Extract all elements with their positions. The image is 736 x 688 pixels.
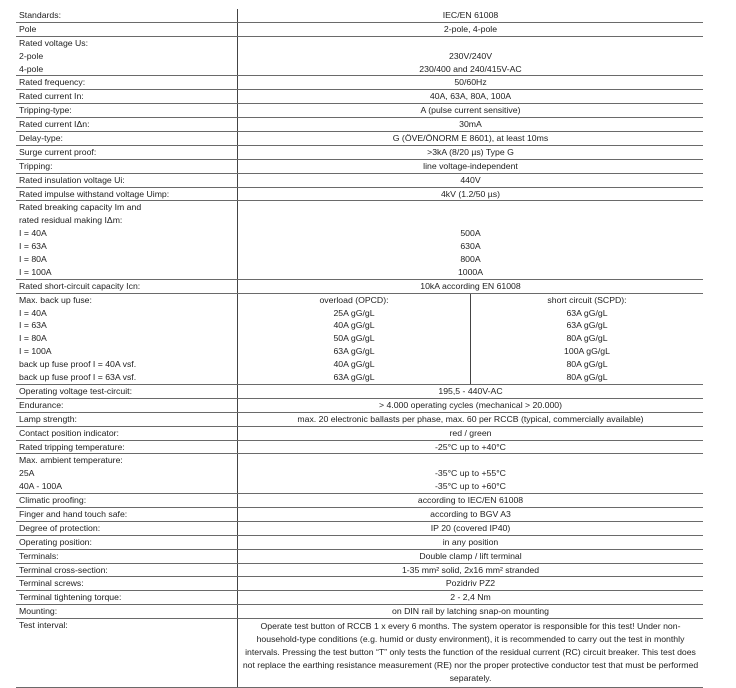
spec-value bbox=[238, 563, 704, 577]
spec-value-line: 440V bbox=[460, 174, 481, 185]
spec-label bbox=[16, 521, 238, 535]
short-circuit-value: 80A gG/gL bbox=[566, 359, 608, 370]
spec-label bbox=[16, 384, 238, 398]
spec-label-line: Endurance: bbox=[19, 399, 64, 410]
spec-value-line: 1-35 mm² solid, 2x16 mm² stranded bbox=[401, 564, 540, 575]
spec-row-contact-position-indicator bbox=[16, 426, 703, 440]
spec-label bbox=[16, 9, 238, 22]
spec-value bbox=[238, 9, 704, 22]
spec-value bbox=[238, 398, 704, 412]
spec-value bbox=[238, 591, 704, 605]
spec-label bbox=[16, 412, 238, 426]
spec-row-tripping bbox=[16, 159, 703, 173]
spec-value bbox=[238, 104, 704, 118]
spec-label bbox=[16, 577, 238, 591]
spec-label bbox=[16, 549, 238, 563]
spec-label bbox=[16, 279, 238, 293]
spec-value-line bbox=[238, 37, 703, 50]
spec-value-line: >3kA (8/20 µs) Type G bbox=[427, 146, 514, 157]
spec-value-line: max. 20 electronic ballasts per phase, max. 60 per RCCB (typical, commercially available) bbox=[297, 413, 644, 424]
spec-label-line: rated residual making IΔm: bbox=[19, 215, 123, 226]
spec-label-line: Lamp strength: bbox=[19, 413, 77, 424]
spec-value bbox=[238, 605, 704, 619]
spec-label-line: 2-pole bbox=[19, 50, 44, 61]
spec-value-line: according to IEC/EN 61008 bbox=[417, 495, 524, 506]
spec-label bbox=[16, 22, 238, 36]
spec-value-line: 50/60Hz bbox=[454, 77, 487, 88]
spec-value-line: on DIN rail by latching snap-on mounting bbox=[392, 606, 549, 617]
spec-label-line: Rated current IΔn: bbox=[19, 119, 90, 130]
spec-label-line: Terminal screws: bbox=[19, 578, 84, 589]
spec-label-line: Mounting: bbox=[19, 606, 58, 617]
spec-label-line: I = 63A bbox=[19, 241, 47, 252]
short-circuit-value: 80A gG/gL bbox=[566, 372, 608, 383]
spec-label-line: Tripping: bbox=[19, 160, 53, 171]
spec-row-mounting bbox=[16, 605, 703, 619]
spec-value-line: -25°C up to +40°C bbox=[435, 441, 506, 452]
spec-value bbox=[238, 159, 704, 173]
spec-label bbox=[16, 619, 238, 688]
spec-value bbox=[238, 494, 704, 508]
spec-label bbox=[16, 398, 238, 412]
spec-label-line: Operating voltage test-circuit: bbox=[19, 385, 132, 396]
spec-row-test-interval bbox=[16, 619, 703, 688]
short-circuit-value: short circuit (SCPD): bbox=[547, 294, 627, 305]
spec-row-pole bbox=[16, 22, 703, 36]
spec-label-line: Degree of protection: bbox=[19, 522, 101, 533]
spec-value-line: -35°C up to +55°C bbox=[435, 468, 506, 479]
backup-values bbox=[238, 293, 704, 384]
spec-label-line: I = 40A bbox=[19, 228, 47, 239]
spec-row-endurance bbox=[16, 398, 703, 412]
spec-value bbox=[238, 549, 704, 563]
spec-label-line: Delay-type: bbox=[19, 133, 63, 144]
spec-value-line bbox=[238, 454, 703, 467]
spec-label-line: Surge current proof: bbox=[19, 146, 97, 157]
spec-value-line: 195,5 - 440V-AC bbox=[438, 385, 503, 396]
spec-label-line: 4-pole bbox=[19, 63, 44, 74]
spec-row-surge-current-proof bbox=[16, 145, 703, 159]
spec-label bbox=[16, 90, 238, 104]
spec-label-line: I = 80A bbox=[19, 254, 47, 265]
spec-value-line bbox=[238, 201, 703, 214]
spec-value-line: in any position bbox=[442, 536, 499, 547]
spec-table bbox=[16, 9, 703, 688]
spec-row-rated-frequency bbox=[16, 76, 703, 90]
spec-row-rated-short-circuit-capacity-icn bbox=[16, 279, 703, 293]
spec-value-line: Pozidriv PZ2 bbox=[445, 578, 496, 589]
spec-value-line: 500A bbox=[460, 228, 481, 239]
spec-value bbox=[238, 118, 704, 132]
spec-label-line: Rated current In: bbox=[19, 91, 84, 102]
spec-value-line: 230/400 and 240/415V-AC bbox=[419, 63, 522, 74]
spec-label-line: Terminal tightening torque: bbox=[19, 592, 122, 603]
backup-label-line: I = 80A bbox=[19, 333, 47, 344]
spec-label bbox=[16, 535, 238, 549]
overload-value: 25A gG/gL bbox=[333, 307, 375, 318]
spec-value-line: -35°C up to +60°C bbox=[435, 481, 506, 492]
spec-label-line: Rated frequency: bbox=[19, 77, 86, 88]
spec-value bbox=[238, 36, 704, 76]
spec-label bbox=[16, 104, 238, 118]
spec-value bbox=[238, 426, 704, 440]
spec-value-line: > 4.000 operating cycles (mechanical > 20.000) bbox=[378, 399, 563, 410]
spec-label-line: Terminals: bbox=[19, 550, 59, 561]
backup-label-line: I = 100A bbox=[19, 346, 52, 357]
spec-row-finger-and-hand-touch-safe bbox=[16, 507, 703, 521]
spec-row-delay-type bbox=[16, 132, 703, 146]
spec-row-standards bbox=[16, 9, 703, 22]
spec-label-line: 25A bbox=[19, 468, 35, 479]
spec-value-line: 2-pole, 4-pole bbox=[443, 23, 498, 34]
short-circuit-column bbox=[470, 294, 703, 384]
spec-value bbox=[238, 279, 704, 293]
spec-label-line: 40A - 100A bbox=[19, 481, 62, 492]
spec-label-line: Max. ambient temperature: bbox=[19, 455, 123, 466]
short-circuit-value: 63A gG/gL bbox=[566, 320, 608, 331]
backup-label-line: back up fuse proof I = 63A vsf. bbox=[19, 372, 137, 383]
spec-label-line: Contact position indicator: bbox=[19, 427, 119, 438]
spec-row-lamp-strength bbox=[16, 412, 703, 426]
spec-label bbox=[16, 118, 238, 132]
spec-row-operating-position bbox=[16, 535, 703, 549]
spec-label-line: I = 100A bbox=[19, 266, 52, 277]
spec-value-line: 630A bbox=[460, 241, 481, 252]
spec-value-line: A (pulse current sensitive) bbox=[420, 105, 521, 116]
spec-label bbox=[16, 507, 238, 521]
spec-value-line: IP 20 (covered IP40) bbox=[430, 522, 511, 533]
spec-row-terminal-cross-section bbox=[16, 563, 703, 577]
spec-value-line: 230V/240V bbox=[449, 50, 492, 61]
spec-value-line: line voltage-independent bbox=[423, 160, 518, 171]
spec-label-line: Finger and hand touch safe: bbox=[19, 508, 128, 519]
spec-value bbox=[238, 577, 704, 591]
overload-value: overload (OPCD): bbox=[319, 294, 389, 305]
spec-row-climatic-proofing bbox=[16, 494, 703, 508]
spec-value-line: 4kV (1.2/50 µs) bbox=[440, 188, 501, 199]
spec-label-line: Climatic proofing: bbox=[19, 495, 87, 506]
spec-value bbox=[238, 535, 704, 549]
spec-value-line: G (ÖVE/ÖNORM E 8601), at least 10ms bbox=[392, 133, 549, 144]
spec-label bbox=[16, 293, 238, 384]
spec-row-terminal-tightening-torque bbox=[16, 591, 703, 605]
overload-column bbox=[238, 294, 470, 384]
spec-row-rated-current-i-n bbox=[16, 118, 703, 132]
spec-label-line: Terminal cross-section: bbox=[19, 564, 108, 575]
spec-value-line: IEC/EN 61008 bbox=[442, 10, 499, 20]
spec-row-max-ambient-temperature bbox=[16, 454, 703, 494]
spec-label bbox=[16, 591, 238, 605]
spec-value bbox=[238, 454, 704, 494]
overload-value: 40A gG/gL bbox=[333, 320, 375, 331]
spec-label-line: Operating position: bbox=[19, 536, 92, 547]
spec-label bbox=[16, 605, 238, 619]
spec-label-line: Pole bbox=[19, 23, 37, 34]
spec-row-terminal-screws bbox=[16, 577, 703, 591]
spec-label-line: Rated tripping temperature: bbox=[19, 441, 125, 452]
spec-value-line: Double clamp / lift terminal bbox=[419, 550, 522, 561]
spec-label bbox=[16, 440, 238, 454]
short-circuit-value: 63A gG/gL bbox=[566, 307, 608, 318]
spec-label bbox=[16, 494, 238, 508]
spec-row-rated-tripping-temperature bbox=[16, 440, 703, 454]
spec-value-line: according to BGV A3 bbox=[430, 508, 511, 519]
spec-row-tripping-type bbox=[16, 104, 703, 118]
backup-label-line: I = 63A bbox=[19, 320, 47, 331]
spec-label-line: Rated breaking capacity Im and bbox=[19, 202, 142, 213]
spec-value-line: red / green bbox=[449, 427, 492, 438]
spec-value bbox=[238, 507, 704, 521]
spec-row-rated-voltage-us bbox=[16, 36, 703, 76]
spec-label bbox=[16, 36, 238, 76]
spec-label bbox=[16, 426, 238, 440]
spec-value-line: 2 - 2,4 Nm bbox=[450, 592, 491, 603]
spec-value-line: 800A bbox=[460, 254, 481, 265]
spec-label bbox=[16, 132, 238, 146]
spec-row-operating-voltage-test-circuit bbox=[16, 384, 703, 398]
spec-row-max-back-up-fuse bbox=[16, 293, 703, 384]
spec-value bbox=[238, 76, 704, 90]
spec-value-line: 30mA bbox=[459, 119, 482, 130]
spec-label-line: Rated short-circuit capacity Icn: bbox=[19, 280, 141, 291]
spec-label-line: Standards: bbox=[19, 10, 62, 20]
spec-value-line: 40A, 63A, 80A, 100A bbox=[429, 91, 512, 102]
overload-value: 50A gG/gL bbox=[333, 333, 375, 344]
spec-value bbox=[238, 132, 704, 146]
spec-row-rated-breaking-capacity-im-and bbox=[16, 201, 703, 279]
short-circuit-value: 100A gG/gL bbox=[564, 346, 610, 357]
spec-label bbox=[16, 173, 238, 187]
spec-value bbox=[238, 145, 704, 159]
short-circuit-value: 80A gG/gL bbox=[566, 333, 608, 344]
spec-value bbox=[238, 201, 704, 279]
spec-value-line: 10kA according EN 61008 bbox=[420, 280, 521, 291]
spec-label bbox=[16, 145, 238, 159]
spec-row-terminals bbox=[16, 549, 703, 563]
overload-value: 40A gG/gL bbox=[333, 359, 375, 370]
spec-value bbox=[238, 187, 704, 201]
test-interval-text: Operate test button of RCCB 1 x every 6 months. The system operator is responsible for this test! Under non-household-type conditions (e.g. humid or dusty environment), it is recommended to carry out the test in monthly intervals. Pressing the test button “T” only tests the function of the residual current (RC) circuit breaker. This test does not replace the earthing resistance measurement (RE) nor the proper protective conductor test that must be performed separately. bbox=[238, 619, 704, 688]
spec-value bbox=[238, 440, 704, 454]
backup-label-line: back up fuse proof I = 40A vsf. bbox=[19, 359, 137, 370]
overload-value: 63A gG/gL bbox=[333, 372, 375, 383]
spec-label bbox=[16, 76, 238, 90]
spec-label-line: Rated voltage Us: bbox=[19, 37, 89, 48]
spec-label bbox=[16, 187, 238, 201]
spec-label-line: Rated insulation voltage Ui: bbox=[19, 174, 125, 185]
spec-value bbox=[238, 384, 704, 398]
spec-value-line bbox=[238, 214, 703, 227]
spec-value-line: 1000A bbox=[457, 266, 484, 277]
spec-value bbox=[238, 412, 704, 426]
spec-label bbox=[16, 563, 238, 577]
spec-value bbox=[238, 173, 704, 187]
spec-value bbox=[238, 90, 704, 104]
overload-value: 63A gG/gL bbox=[333, 346, 375, 357]
test-interval-label: Test interval: bbox=[19, 620, 68, 631]
spec-value bbox=[238, 521, 704, 535]
spec-row-degree-of-protection bbox=[16, 521, 703, 535]
backup-label-line: Max. back up fuse: bbox=[19, 294, 92, 305]
spec-label bbox=[16, 454, 238, 494]
spec-label-line: Tripping-type: bbox=[19, 105, 72, 116]
spec-label-line: Rated impulse withstand voltage Uimp: bbox=[19, 188, 170, 199]
backup-label-line: I = 40A bbox=[19, 307, 47, 318]
spec-label bbox=[16, 201, 238, 279]
spec-value bbox=[238, 22, 704, 36]
spec-body bbox=[16, 9, 703, 687]
spec-row-rated-current-in bbox=[16, 90, 703, 104]
spec-row-rated-impulse-withstand-voltage-uimp bbox=[16, 187, 703, 201]
spec-label bbox=[16, 159, 238, 173]
spec-row-rated-insulation-voltage-ui bbox=[16, 173, 703, 187]
